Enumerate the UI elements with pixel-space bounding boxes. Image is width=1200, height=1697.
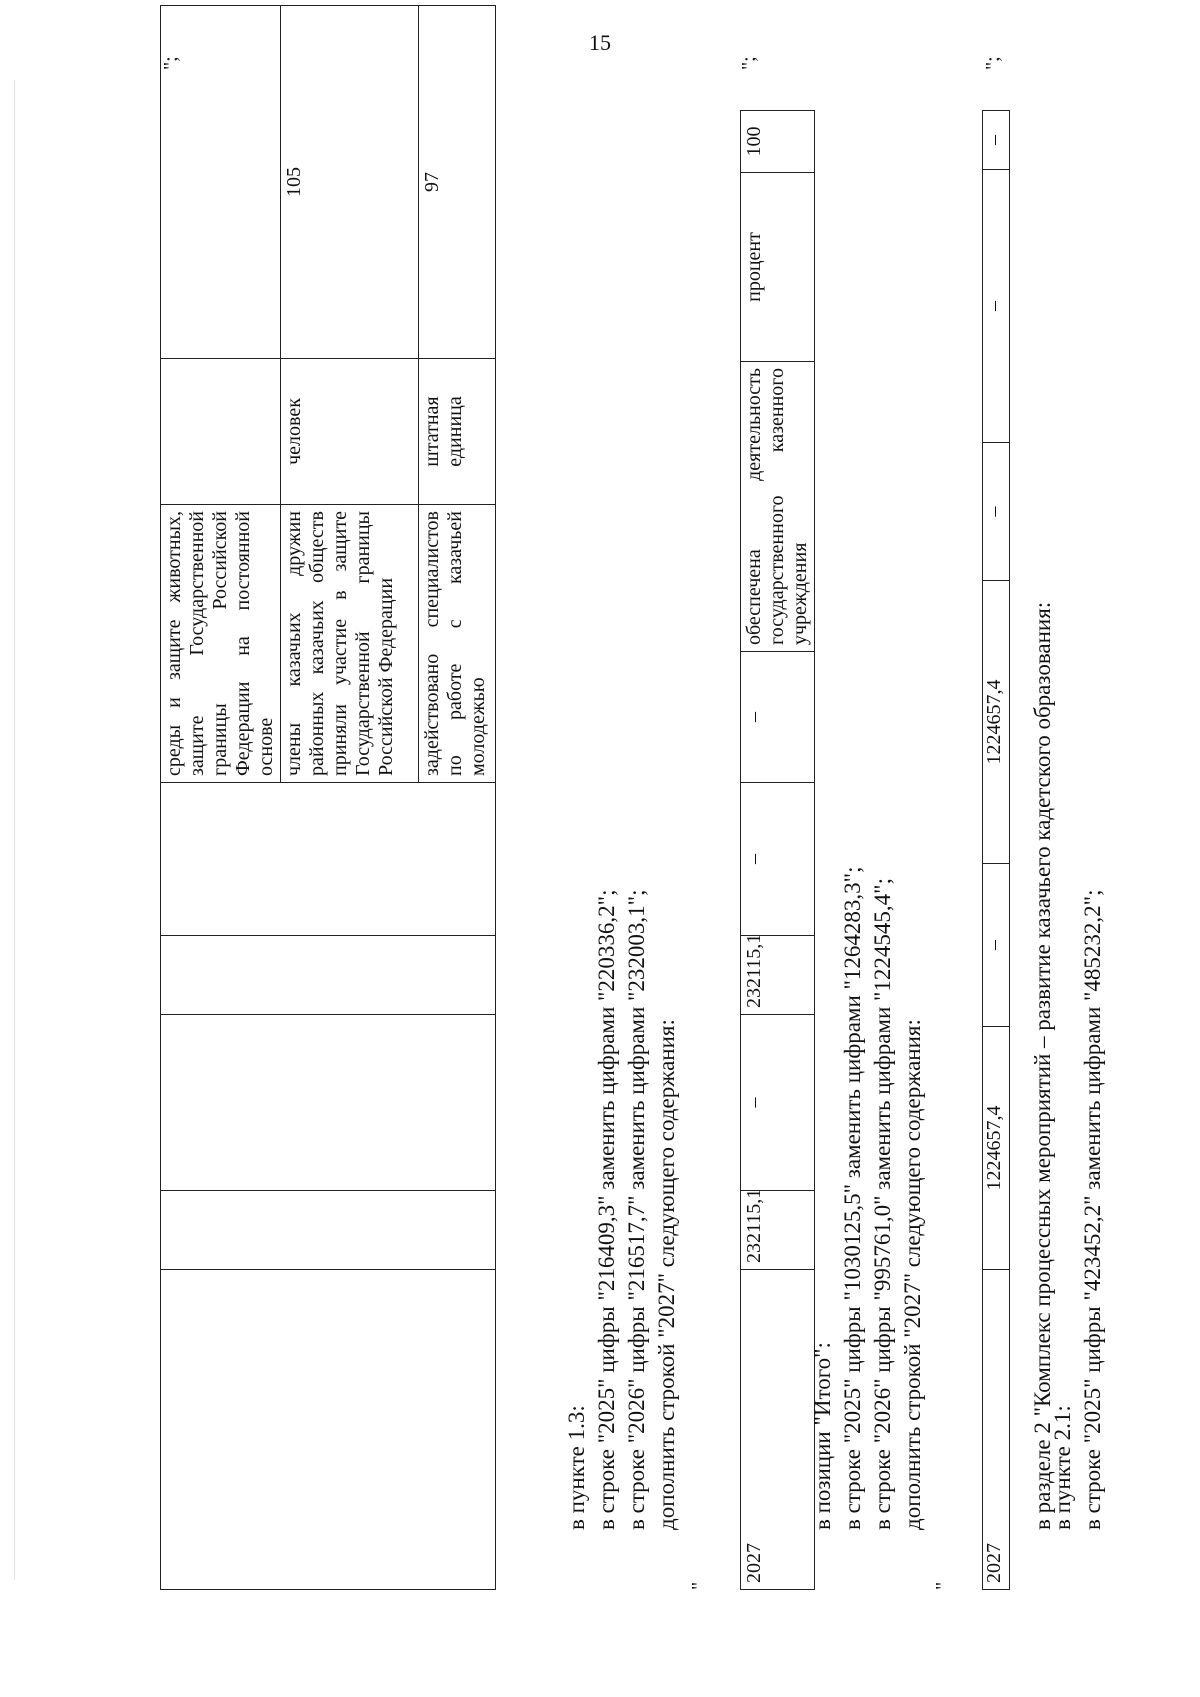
- table-cell: [161, 783, 496, 936]
- table-cell-year: 2027: [741, 1270, 815, 1590]
- table-cell-value: 100: [741, 111, 815, 173]
- rotated-page-tail: [1048, 110, 1128, 1590]
- table-row: [741, 111, 815, 1590]
- table-cell-total: 1224657,4: [983, 1027, 1010, 1270]
- table-cell-description: среды и защите животных, защите Государственной границы Российской Федерации на постоянной основе: [161, 505, 281, 783]
- table-cell: –: [983, 170, 1010, 443]
- rotated-page-content: [160, 56, 1060, 1590]
- row-2027-total-table: [982, 110, 1010, 1590]
- page-number: 15: [589, 30, 611, 55]
- table-row: [983, 111, 1010, 1590]
- table-cell-description: члены казачьих дружин районных казачьих обществ приняли участие в защите Государственной границы Российской Федерации: [281, 505, 419, 783]
- table-cell-total: 232115,1: [741, 1191, 815, 1270]
- table-row: [161, 6, 281, 1590]
- table-cell-description: задействовано специалистов по работе с казачьей молодежью: [419, 505, 496, 783]
- scan-edge-mark: [14, 80, 15, 1580]
- table-cell-unit: [161, 359, 281, 505]
- table-closing-quote: ";: [738, 56, 760, 70]
- table-open-quote: ": [932, 1581, 954, 1590]
- table-closing-quote: ";: [982, 56, 1004, 70]
- amendment-line: в пункте 2.1:: [1050, 1405, 1075, 1530]
- table-cell: [161, 1015, 496, 1191]
- amendment-line: в строке "2026" цифры "995761,0" заменить цифрами "1224545,4";: [870, 878, 895, 1530]
- table-cell: –: [983, 864, 1010, 1027]
- amendment-line: в строке "2025" цифры "216409,3" заменить цифрами "220336,2";: [594, 889, 619, 1530]
- table-cell: –: [741, 652, 815, 783]
- continued-table: [160, 5, 496, 1590]
- table-cell-value: 105: [281, 6, 419, 359]
- row-2027-table: [740, 110, 815, 1590]
- amendment-line: в позиции "Итого":: [810, 1342, 835, 1530]
- table-cell-unit: человек: [281, 359, 419, 505]
- table-cell-year: 2027: [983, 1270, 1010, 1590]
- table-cell: 232115,1: [741, 936, 815, 1015]
- amendment-line: в строке "2026" цифры "216517,7" заменить цифрами "232003,1";: [624, 889, 649, 1530]
- amendment-line: в строке "2025" цифры "1030125,5" заменить цифрами "1264283,3";: [840, 866, 865, 1530]
- table-cell-value: 97: [419, 6, 496, 359]
- table-cell-description: обеспечена деятельность государственного казенного учреждения: [741, 362, 815, 652]
- table-cell: –: [983, 443, 1010, 581]
- table-cell-unit: процент: [741, 173, 815, 362]
- amendment-line: в разделе 2 "Комплекс процессных мероприятий – развитие казачьего кадетского образования:: [1030, 601, 1055, 1530]
- amendment-line: дополнить строкой "2027" следующего содержания:: [654, 1019, 679, 1530]
- table-open-quote: ": [688, 1581, 710, 1590]
- table-cell: [161, 1270, 496, 1590]
- table-cell: [161, 936, 496, 1015]
- table-cell: [161, 1191, 496, 1270]
- table-cell: –: [741, 783, 815, 936]
- amendment-line: дополнить строкой "2027" следующего содержания:: [900, 1019, 925, 1530]
- amendment-line: в пункте 1.3:: [564, 1405, 589, 1530]
- table-cell: 1224657,4: [983, 581, 1010, 864]
- table-cell: –: [983, 111, 1010, 170]
- amendment-line: в строке "2025" цифры "423452,2" заменить цифрами "485232,2";: [1080, 889, 1105, 1530]
- table-closing-quote: ";: [160, 56, 182, 70]
- table-cell-unit: штатная единица: [419, 359, 496, 505]
- table-cell: –: [741, 1015, 815, 1191]
